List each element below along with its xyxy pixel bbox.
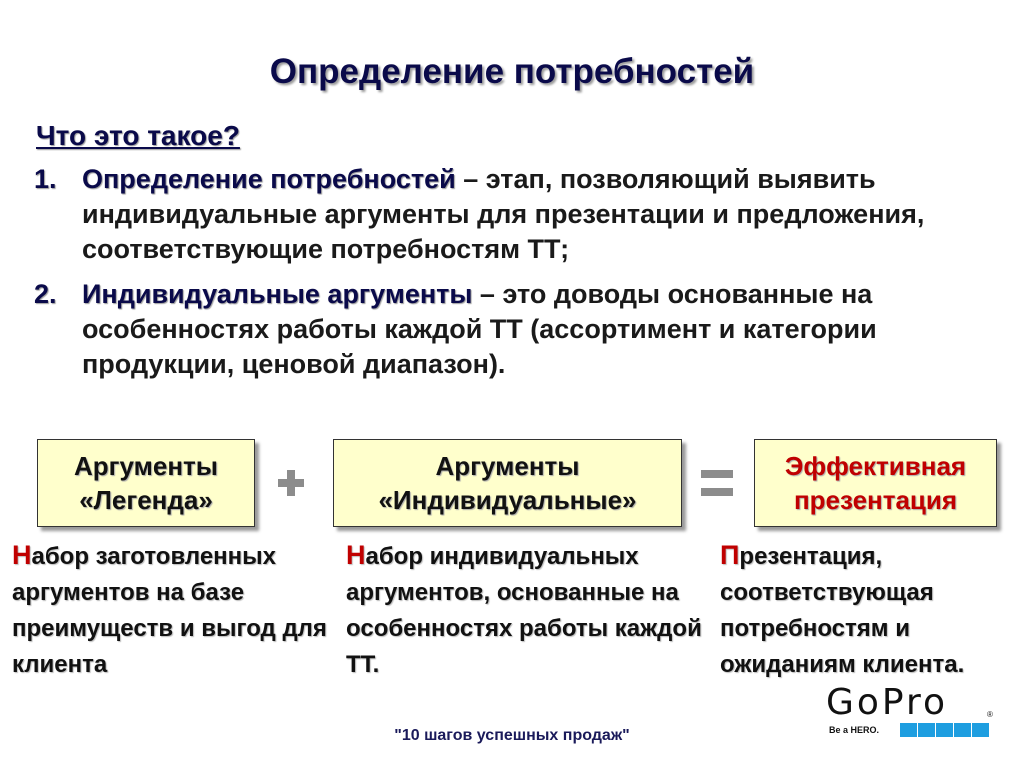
legend-arguments-box: [37, 439, 255, 527]
description-text: абор индивидуальных аргументов, основанные на особенностях работы каждой ТТ.: [346, 543, 702, 678]
item-body: [82, 162, 994, 267]
equals-icon: [701, 468, 733, 498]
description-text: резентация, соответствующая потребностям и ожиданиям клиента.: [720, 543, 965, 678]
logo-square: [936, 723, 953, 737]
slide-subtitle: Что это такое?: [36, 120, 240, 151]
logo-square: [972, 723, 989, 737]
logo-square: [900, 723, 917, 737]
box-line-1: Аргументы: [74, 451, 218, 481]
item-term: Индивидуальные аргументы: [82, 279, 473, 309]
item-text: – это доводы основанные на особенностях работы каждой ТТ (ассортимент и категории продукции, ценовой диапазон).: [82, 279, 877, 379]
description-text: абор заготовленных аргументов на базе преимуществ и выгод для клиента: [12, 543, 327, 678]
logo-wordmark: GoPro: [826, 682, 949, 723]
effective-presentation-description: [720, 537, 1020, 683]
item-body: [82, 277, 994, 382]
individual-arguments-box: [333, 439, 682, 527]
description-initial: Н: [12, 540, 32, 570]
description-initial: П: [720, 540, 740, 570]
box-line-2: «Легенда»: [79, 485, 213, 515]
logo-square: [954, 723, 971, 737]
item-number: 1.: [34, 164, 57, 194]
logo-tagline: Be a HERO.: [829, 725, 880, 735]
legend-arguments-description: [12, 537, 332, 683]
item-number: 2.: [34, 279, 57, 309]
gopro-logo: [826, 682, 996, 740]
definition-item-1: [34, 162, 994, 267]
description-initial: Н: [346, 540, 366, 570]
box-line-1: Эффективная: [784, 451, 967, 481]
slide-title: Определение потребностей: [269, 52, 755, 91]
logo-square: [918, 723, 935, 737]
footer-caption: "10 шагов успешных продаж": [394, 727, 630, 744]
plus-icon: [278, 470, 304, 496]
registered-mark: ®: [987, 710, 993, 719]
logo-squares: [900, 723, 990, 737]
box-line-1: Аргументы: [435, 451, 580, 481]
box-line-2: презентация: [793, 485, 958, 515]
definition-item-2: [34, 277, 994, 382]
individual-arguments-description: [346, 537, 706, 683]
box-line-2: «Индивидуальные»: [378, 485, 637, 515]
item-text: – этап, позволяющий выявить индивидуальные аргументы для презентации и предложения, соответствующие потребностям ТТ;: [82, 164, 925, 264]
effective-presentation-box: [754, 439, 997, 527]
item-term: Определение потребностей: [82, 164, 456, 194]
